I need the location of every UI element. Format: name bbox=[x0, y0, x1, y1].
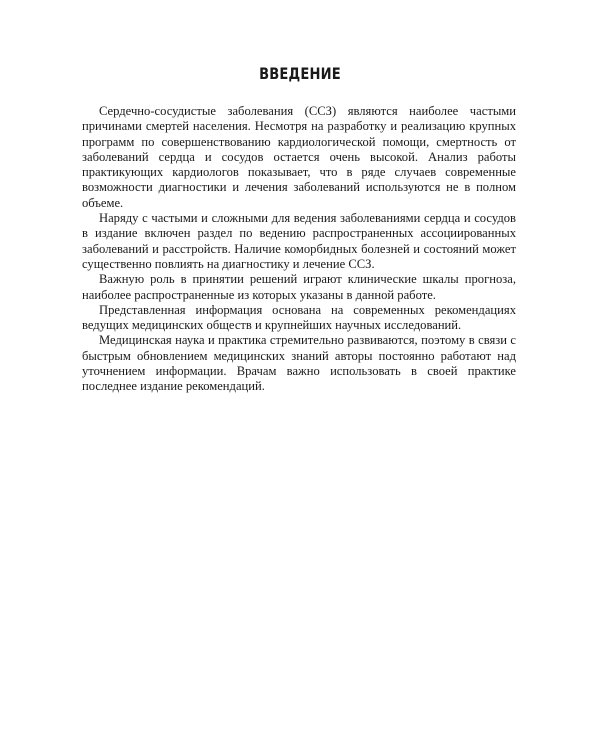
paragraph: Важную роль в принятии решений играют клинические шкалы прогноза, наиболее распространенные из которых указаны в данной работе. bbox=[82, 272, 516, 302]
paragraph: Представленная информация основана на современных рекомендациях ведущих медицинских обществ и крупнейших научных исследований. bbox=[82, 302, 516, 333]
paragraph: Сердечно-сосудистые заболевания (ССЗ) являются наиболее частыми причинами смертей населения. Несмотря на разработку и реализацию крупных программ по совершенствованию кардиологической помощи, смертность от заболеваний сердца и сосудов остается очень высокой. Анализ работы практикующих кардиологов показывает, что в ряде случаев современные возможности диагностики и лечения заболеваний используются не в полном объеме. bbox=[82, 104, 516, 210]
paragraph: Медицинская наука и практика стремительно развиваются, поэтому в связи с быстрым обновлением медицинских знаний авторы постоянно работают над уточнением информации. Врачам важно использовать в своей практике последнее издание рекомендаций. bbox=[82, 333, 516, 394]
body-text bbox=[82, 104, 516, 395]
paragraph: Наряду с частыми и сложными для ведения заболеваниями сердца и сосудов в издание включен раздел по ведению распространенных ассоциированных заболеваний и расстройств. Наличие коморбидных болезней и состояний может существенно повлиять на диагностику и лечение ССЗ. bbox=[82, 211, 516, 271]
page-title: ВВЕДЕНИЕ bbox=[259, 64, 341, 83]
